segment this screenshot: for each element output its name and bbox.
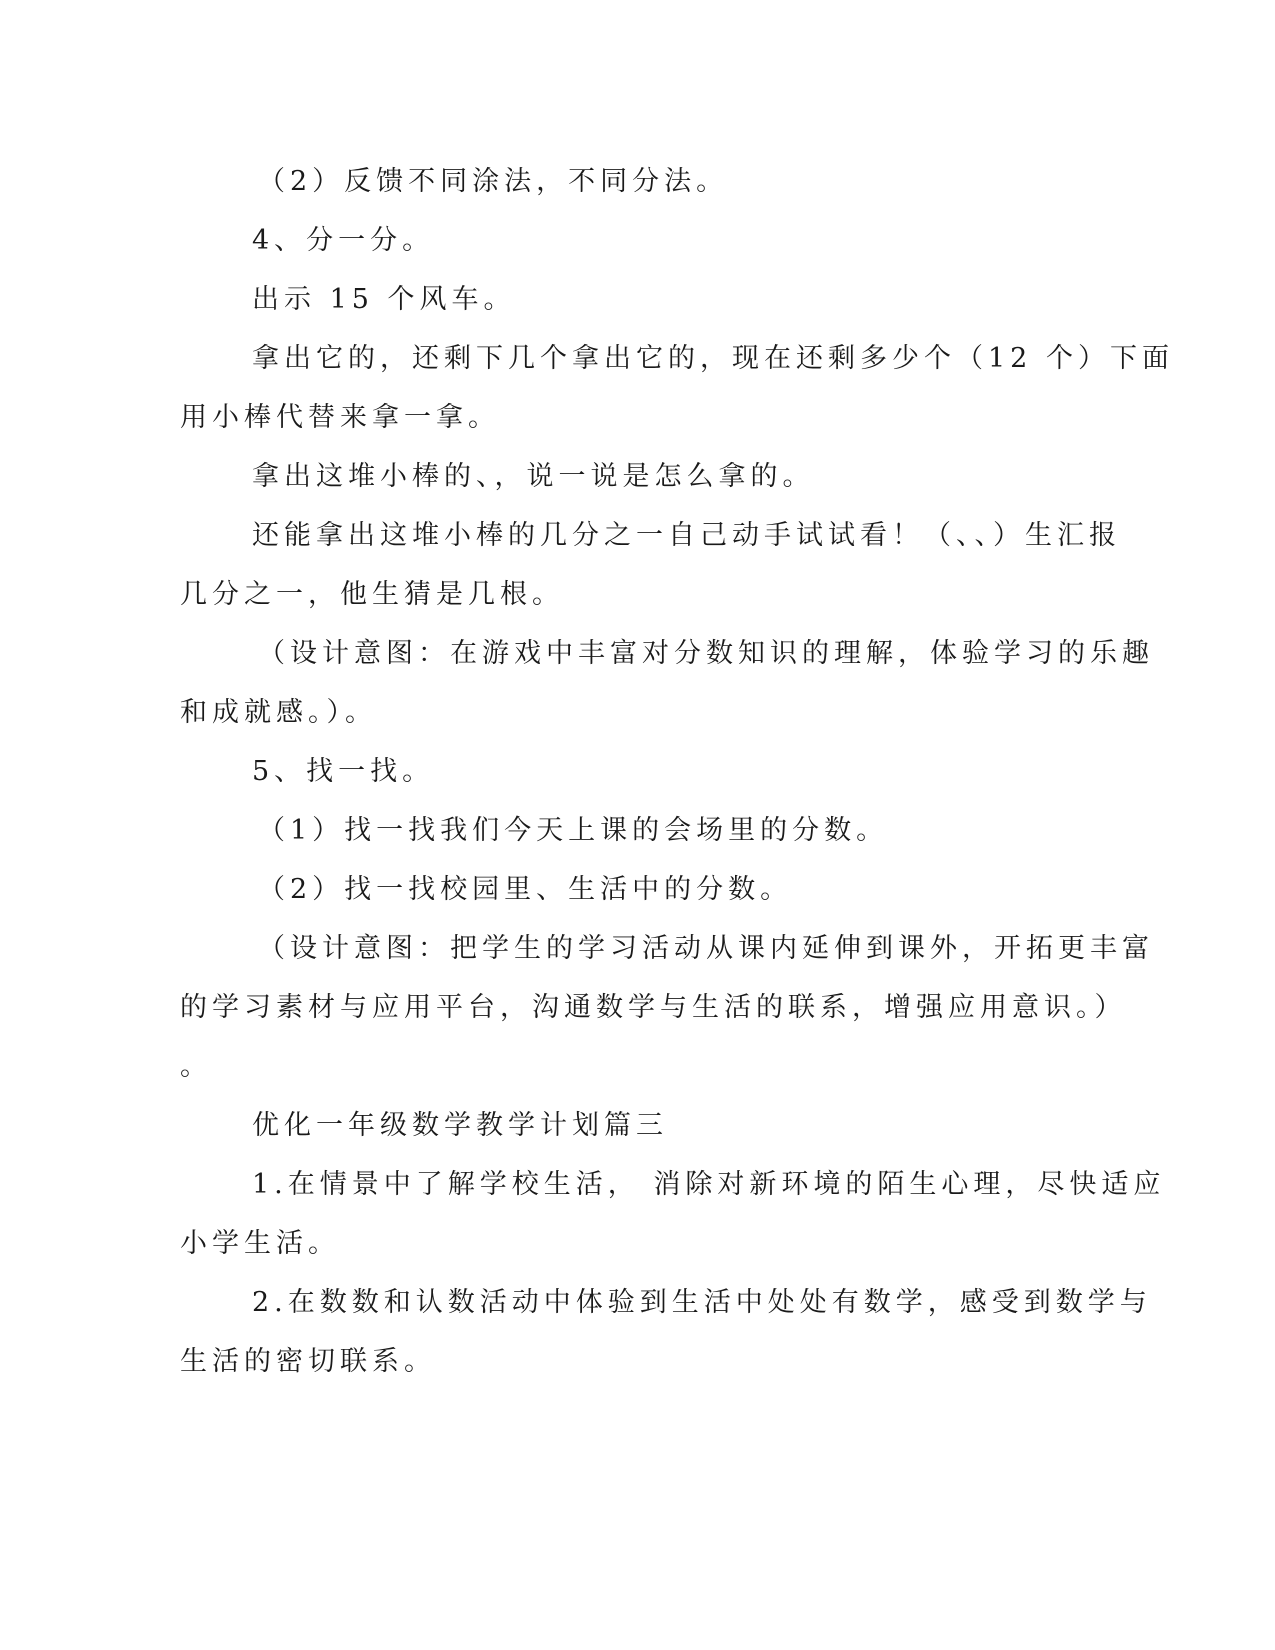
text-line: 1.在情景中了解学校生活， 消除对新环境的陌生心理，尽快适应 (252, 1169, 1166, 1200)
text-line: 生活的密切联系。 (180, 1346, 436, 1377)
plan-title: 优化一年级数学教学计划篇三 (252, 1110, 668, 1141)
text-line: （2）反馈不同涂法，不同分法。 (258, 166, 729, 197)
text-line: （2）找一找校园里、生活中的分数。 (258, 874, 793, 905)
text-line: 小学生活。 (180, 1228, 340, 1259)
section-heading: 4、分一分。 (252, 225, 435, 256)
text-line: 几分之一，他生猜是几根。 (180, 579, 564, 610)
design-note: （设计意图：把学生的学习活动从课内延伸到课外，开拓更丰富 (258, 933, 1154, 964)
design-note: 。 (180, 1051, 212, 1082)
design-note: （设计意图：在游戏中丰富对分数知识的理解，体验学习的乐趣 (258, 638, 1154, 669)
section-heading: 5、找一找。 (252, 756, 435, 787)
text-line: （1）找一找我们今天上课的会场里的分数。 (258, 815, 889, 846)
text-line: 用小棒代替来拿一拿。 (180, 402, 500, 433)
design-note: 和成就感。）。 (180, 697, 377, 728)
design-note: 的学习素材与应用平台，沟通数学与生活的联系，增强应用意识。） (180, 992, 1127, 1023)
text-line: 2.在数数和认数活动中体验到生活中处处有数学，感受到数学与 (252, 1287, 1152, 1318)
text-line: 出示 15 个风车。 (252, 284, 516, 315)
text-line: 拿出这堆小棒的、，说一说是怎么拿的。 (252, 461, 815, 492)
text-line: 拿出它的，还剩下几个拿出它的，现在还剩多少个（12 个）下面 (252, 343, 1174, 374)
text-line: 还能拿出这堆小棒的几分之一自己动手试试看！（、、）生汇报 (252, 520, 1121, 551)
